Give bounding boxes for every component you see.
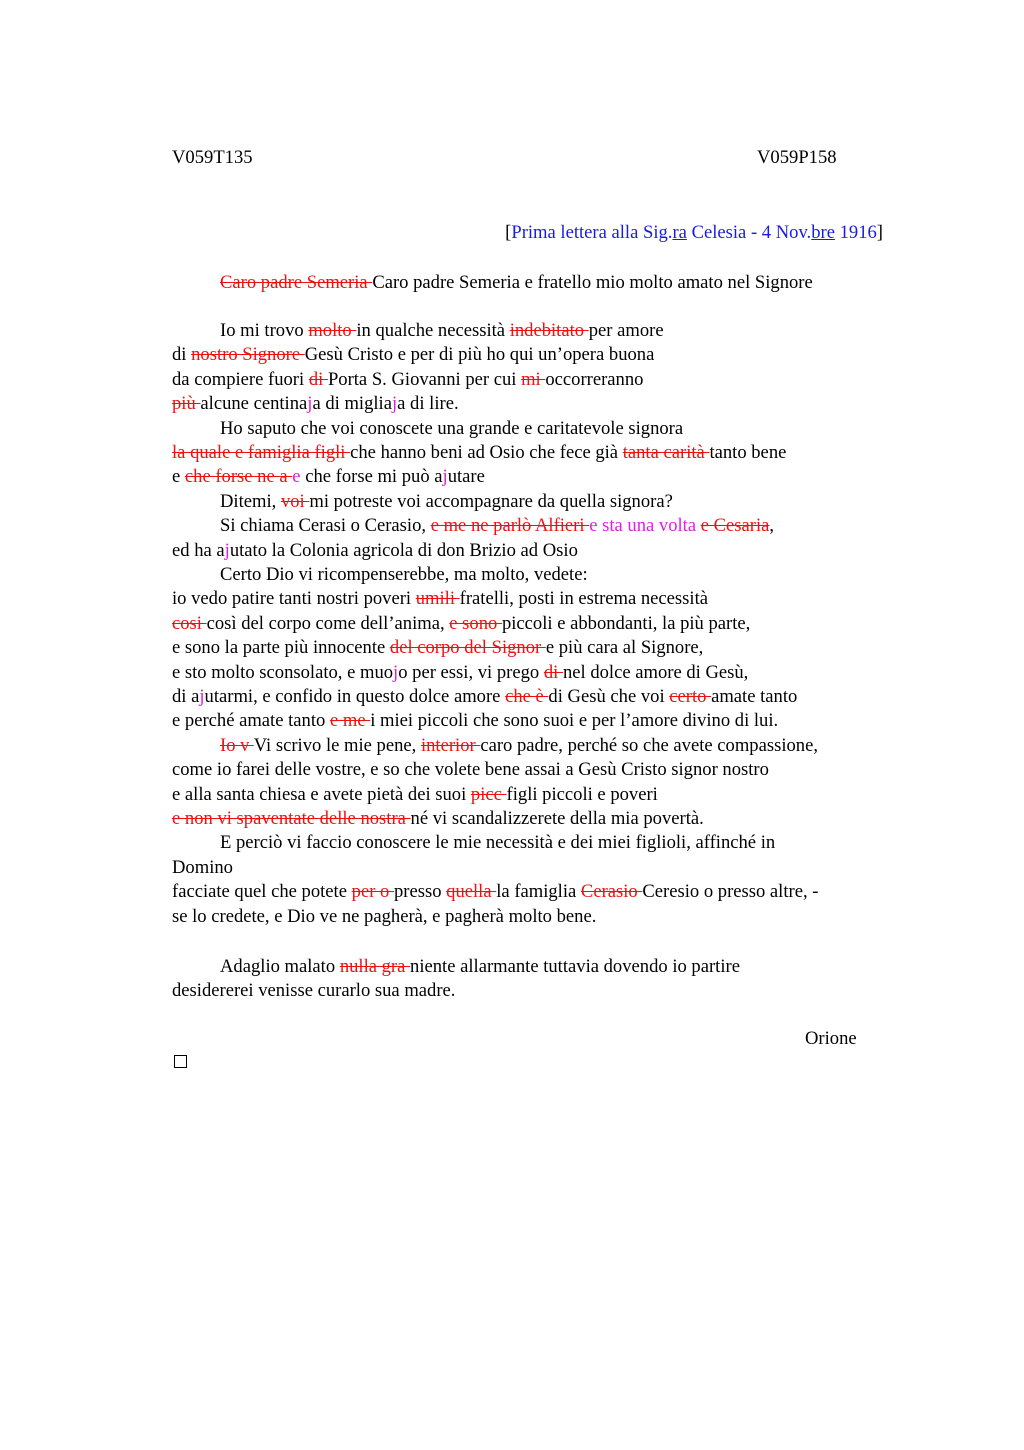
line-text: utare bbox=[447, 466, 485, 488]
title-open-bracket: [ bbox=[505, 222, 512, 243]
line-text: in qualche necessità bbox=[356, 320, 510, 341]
line-text: amate tanto bbox=[711, 686, 798, 707]
letter-line bbox=[220, 955, 740, 979]
letter-line bbox=[220, 514, 774, 538]
line-text: i miei piccoli che sono suoi e per l’amore divino di lui. bbox=[370, 710, 779, 732]
line-text: di Gesù che voi bbox=[548, 686, 670, 707]
letter-line bbox=[172, 636, 703, 660]
line-text: Ditemi, bbox=[220, 490, 281, 512]
deleted-text: di bbox=[543, 661, 563, 683]
line-text: e sto molto sconsolato, e muo bbox=[172, 661, 394, 683]
deleted-text: mi bbox=[521, 368, 546, 390]
line-text: facciate quel che potete bbox=[172, 881, 352, 903]
letter-line bbox=[220, 831, 775, 855]
letter-line bbox=[172, 758, 769, 782]
letter-line bbox=[172, 880, 818, 904]
letter-line bbox=[172, 709, 778, 733]
deleted-text: del corpo del Signor bbox=[389, 637, 546, 659]
deleted-text: nostro Signore bbox=[191, 344, 305, 366]
line-text: a di miglia bbox=[312, 393, 392, 415]
deleted-text: la quale e famiglia figli bbox=[172, 442, 351, 463]
line-text: che hanno beni ad Osio che fece già bbox=[350, 442, 623, 463]
letter-line bbox=[172, 905, 596, 929]
line-text: Certo Dio vi ricompenserebbe, ma molto, vedete: bbox=[220, 564, 588, 585]
deleted-text: più bbox=[172, 393, 201, 415]
inserted-text: e bbox=[292, 466, 301, 488]
inserted-text: j bbox=[199, 686, 205, 707]
deleted-text: e Cesaria bbox=[700, 515, 770, 537]
letter-line bbox=[172, 807, 704, 831]
inserted-text: j bbox=[442, 466, 448, 488]
line-text: Io mi trovo bbox=[220, 320, 309, 341]
line-text: che forse mi può a bbox=[300, 466, 443, 488]
letter-line bbox=[172, 979, 455, 1003]
title-close-bracket: ] bbox=[876, 222, 883, 243]
deleted-text: interior bbox=[420, 734, 481, 756]
inserted-text: j bbox=[307, 393, 313, 415]
line-text: né vi scandalizzerete della mia povertà. bbox=[410, 808, 704, 829]
line-text: desidererei venisse curarlo sua madre. bbox=[172, 980, 456, 1001]
line-text: Domino bbox=[172, 856, 233, 878]
line-text: mi potreste voi accompagnare da quella signora? bbox=[309, 490, 673, 512]
deleted-text: che forse ne a bbox=[184, 466, 293, 488]
deleted-text: nulla gra bbox=[339, 956, 411, 977]
line-text: così del corpo come dell’anima, bbox=[206, 612, 450, 634]
line-text: Gesù Cristo e per di più ho qui un’opera buona bbox=[304, 344, 655, 366]
deleted-text: umili bbox=[415, 588, 460, 610]
deleted-text: picc bbox=[470, 783, 507, 805]
line-text: caro padre, perché so che avete compassione, bbox=[480, 734, 818, 756]
line-text: Vi scrivo le mie pene, bbox=[253, 734, 421, 756]
line-text: niente allarmante tuttavia dovendo io partire bbox=[410, 956, 740, 977]
letter-line bbox=[172, 368, 643, 392]
page-code-left: V059T135 bbox=[172, 147, 253, 168]
line-text: piccoli e abbondanti, la più parte, bbox=[501, 612, 751, 634]
line-text: nel dolce amore di Gesù, bbox=[562, 661, 749, 683]
line-text: da compiere fuori bbox=[172, 368, 309, 390]
letter-line bbox=[172, 441, 786, 465]
line-text: e bbox=[172, 466, 185, 488]
line-text: Caro padre Semeria e fratello mio molto amato nel Signore bbox=[372, 272, 813, 293]
title-part2: Celesia - 4 Nov. bbox=[686, 222, 812, 243]
checkbox-square-icon bbox=[174, 1055, 187, 1068]
line-text: presso bbox=[393, 881, 447, 903]
line-text: Ho saputo che voi conoscete una grande e caritatevole signora bbox=[220, 417, 684, 439]
letter-line bbox=[220, 734, 818, 758]
page-code-right: V059P158 bbox=[757, 147, 837, 168]
letter-line bbox=[172, 856, 233, 880]
letter-line bbox=[172, 685, 797, 709]
letter-line bbox=[172, 343, 654, 367]
title-part3: 1916 bbox=[834, 222, 877, 243]
line-text: Porta S. Giovanni per cui bbox=[327, 368, 522, 390]
line-text: figli piccoli e poveri bbox=[506, 783, 658, 805]
line-text: , bbox=[769, 515, 775, 537]
inserted-text: j bbox=[224, 539, 230, 561]
letter-line bbox=[220, 490, 673, 514]
deleted-text: Io v bbox=[220, 734, 254, 756]
line-text: io vedo patire tanti nostri poveri bbox=[172, 588, 416, 610]
line-text: utato la Colonia agricola di don Brizio ad Osio bbox=[229, 539, 578, 561]
letter-line bbox=[172, 612, 750, 636]
line-text: e più cara al Signore, bbox=[545, 637, 704, 659]
title-abbrev-bre: bre bbox=[811, 222, 835, 243]
line-text: a di lire. bbox=[397, 393, 459, 415]
letter-line bbox=[172, 587, 708, 611]
line-text: se lo credete, e Dio ve ne pagherà, e pagherà molto bene. bbox=[172, 905, 597, 927]
line-text: Adaglio malato bbox=[220, 956, 340, 977]
letter-line bbox=[172, 465, 485, 489]
line-text: fratelli, posti in estrema necessità bbox=[459, 588, 708, 610]
letter-line bbox=[172, 539, 578, 563]
letter-line bbox=[172, 783, 658, 807]
letter-line bbox=[220, 319, 664, 343]
line-text: e perché amate tanto bbox=[172, 710, 330, 732]
line-text: tanto bene bbox=[709, 442, 787, 463]
line-text: di a bbox=[172, 686, 200, 707]
inserted-text: j bbox=[391, 393, 398, 415]
title-abbrev-ra: ra bbox=[672, 222, 687, 243]
deleted-text: per o bbox=[351, 881, 394, 903]
letter-line bbox=[220, 271, 813, 295]
deleted-text: cosi bbox=[172, 612, 207, 634]
line-text: E perciò vi faccio conoscere le mie necessità e dei miei figlioli, affinché in bbox=[220, 832, 776, 854]
signature: Orione bbox=[805, 1028, 857, 1049]
line-text: e alla santa chiesa e avete pietà dei suoi bbox=[172, 783, 471, 805]
letter-line bbox=[220, 417, 683, 441]
line-text: o per essi, vi prego bbox=[398, 661, 544, 683]
line-text: Ceresio o presso altre, - bbox=[642, 881, 819, 903]
deleted-text: tanta carità bbox=[622, 442, 710, 463]
inserted-text: e sta una volta bbox=[589, 515, 701, 537]
letter-title bbox=[505, 222, 883, 244]
letter-line bbox=[220, 563, 588, 587]
line-text: per amore bbox=[588, 320, 664, 341]
line-text: come io farei delle vostre, e so che volete bene assai a Gesù Cristo signor nostro bbox=[172, 759, 769, 781]
deleted-text: che è bbox=[505, 686, 549, 707]
line-text: utarmi, e confido in questo dolce amore bbox=[204, 686, 506, 707]
line-text: ed ha a bbox=[172, 539, 225, 561]
deleted-text: quella bbox=[446, 881, 497, 903]
deleted-text: Cerasio bbox=[580, 881, 643, 903]
line-text: la famiglia bbox=[496, 881, 581, 903]
deleted-text: di bbox=[308, 368, 328, 390]
deleted-text: e me ne parlò Alfieri bbox=[430, 515, 590, 537]
line-text: e sono la parte più innocente bbox=[172, 637, 390, 659]
line-text: di bbox=[172, 344, 192, 366]
deleted-text: indebitato bbox=[509, 320, 589, 341]
deleted-text: e me bbox=[329, 710, 371, 732]
deleted-text: Caro padre Semeria bbox=[220, 272, 373, 293]
line-text: alcune centina bbox=[200, 393, 308, 415]
letter-line bbox=[172, 392, 459, 416]
letter-line bbox=[172, 661, 748, 685]
deleted-text: e sono bbox=[449, 612, 502, 634]
deleted-text: voi bbox=[280, 490, 310, 512]
inserted-text: j bbox=[393, 661, 399, 683]
line-text: occorreranno bbox=[545, 368, 644, 390]
title-part1: Prima lettera alla Sig. bbox=[511, 222, 673, 243]
deleted-text: certo bbox=[669, 686, 712, 707]
line-text: Si chiama Cerasi o Cerasio, bbox=[220, 515, 431, 537]
deleted-text: e non vi spaventate delle nostra bbox=[172, 808, 411, 829]
deleted-text: molto bbox=[308, 320, 357, 341]
